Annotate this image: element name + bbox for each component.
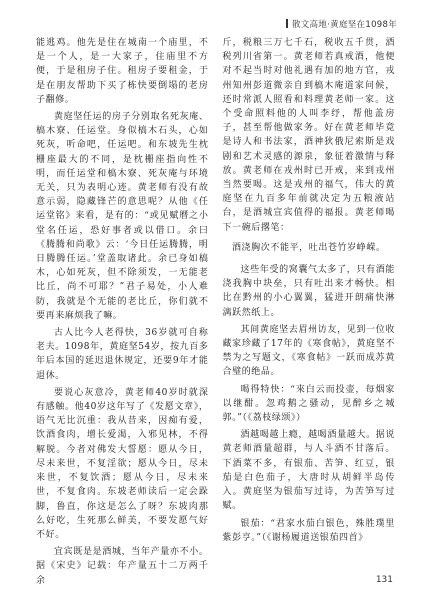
page-number: 131 xyxy=(375,575,393,585)
paragraph: 其间黄庭坚去眉州访友，见到一位收藏家珍藏了17年的《寒食帖》，黄庭坚不禁为之写题文，《寒食帖》一跃而成苏黄合璧的绝品。 xyxy=(222,324,395,378)
paragraph: 酒越喝越上瘾，越喝酒量越大。据说黄老师酒量超群，与人斗酒不甘落后。下酒菜不多，有银茄、苦笋、红豆，银茄是白色茄子，大唐时从胡鲜半岛传入。黄庭坚为银茄写过诗，为苦笋写过赋。 xyxy=(222,430,395,512)
right-column xyxy=(223,36,396,569)
running-title: 散文高地·黄庭坚在1098年 xyxy=(291,20,397,30)
paragraph: 斤，税粮三万七千石，税收五千贯，酒税列川省第一。黄老师若真戒酒，他便对不起当时对他礼遇有加的地方官，戎州知州彭道微亲自到槁木庵道家问候，还时常派人照看和料理黄老师一家。这个受命照料他的人叫李纾，帮他盖房子，甚至帮他做家务。好在黄老师毕竟是诗人和书法家，酒神狄俄尼索斯是戏剧和艺术灵感的源泉，象征着激情与释放。黄老师在戎州时已开戒，来到戎州当然要喝。这是戎州的福气，伟大的黄庭坚在九百多年前就决定为五粮液站台，是酒城宣宾值得的福报。黄老师喝下一碗后撂笔： xyxy=(222,38,395,233)
paragraph: 这些年受的窝囊气太多了，只有酒能浇我胸中块垒，只有吐出来才畅快。相比在黔州的小心翼翼，猛进开朗痛快淋漓跃然纸上。 xyxy=(222,265,395,318)
paragraph: 古人比今人老得快，36岁就可自称老夫。1098年，黄庭坚54岁，按九百多年后本国的延迟退休规定，还要9年才能退休。 xyxy=(36,328,209,381)
paragraph: 宜宾既是是酒城，当年产量亦不小。据《宋史》记载：年产量五十二万两千余 xyxy=(36,547,209,586)
paragraph: 黄庭坚任运的房子分别取名死灰庵、槁木寮、任运堂。身似槁木石头，心如死灰，听命吧，任运吧。和东坡先生枕栅座最大的不同，是枕栅座指向性不明，而任运堂和槁木寮、死灰庵与环境无关，只为表明心迹。黄老师有没有故意示弱，隐藏锋芒的意思呢？从他《任运堂铭》来看，是有的：“或见赋曆之小堂名任运，恐好事者或以借口。余曰《腾腾和尚歌》云：‘今日任运腾腾，明日腾腾任运。’堂盖取诸此。余已身如槁木，心如死灰，但不除须发，一无能老比丘，尚不可耶？”君子易处，小人难防，我就是个无能的老比丘，你们就不要再来麻烦我了嘛。 xyxy=(36,112,209,321)
paragraph: 银茄：“君家水茄白银色，殊胜璞里紫彭亨。”（《谢杨履道送银茄四首》 xyxy=(222,518,395,543)
header-bar xyxy=(286,19,288,28)
paragraph: 要说心灰意冷，黄老师40岁时就深有感触。他40岁这年写了《发愿文章》，语气无比沉重：我从昔来，因痴有爱，饮酒食肉，增长爱渴，入邪见林，不得解脱。今者对佛发大誓愿：愿从今日，尽未来世，不复淫欲；愿从今日，尽未来世，不复饮酒；愿从今日，尽未来世，不复食肉。东坡老师读后一定会跺脚，鲁直，你这是怎么了呀？东坡肉那么好吃，生死那么鲜美，不要发愿气好不好。 xyxy=(36,387,209,540)
left-column xyxy=(36,36,209,586)
poem-quote: 酒浇胸次不能平，吐出苍竹岁峥嵘。 xyxy=(231,242,386,253)
paragraph: 喝得特快：“來白云而投壶，每烟家以继酣。忽鸡鹅之骚动，见醉乡之城郭。”（《荔枝绿颂》） xyxy=(222,384,395,424)
running-header xyxy=(286,18,397,30)
paragraph: 能逃鸡。他先是住在城南一个庙里，不是一个人，是一大家子，住庙里不方便，于是租房子住。租房子要租金，于是在朋友帮助下买了栋快要倒塌的老房子翻修。 xyxy=(36,38,209,105)
